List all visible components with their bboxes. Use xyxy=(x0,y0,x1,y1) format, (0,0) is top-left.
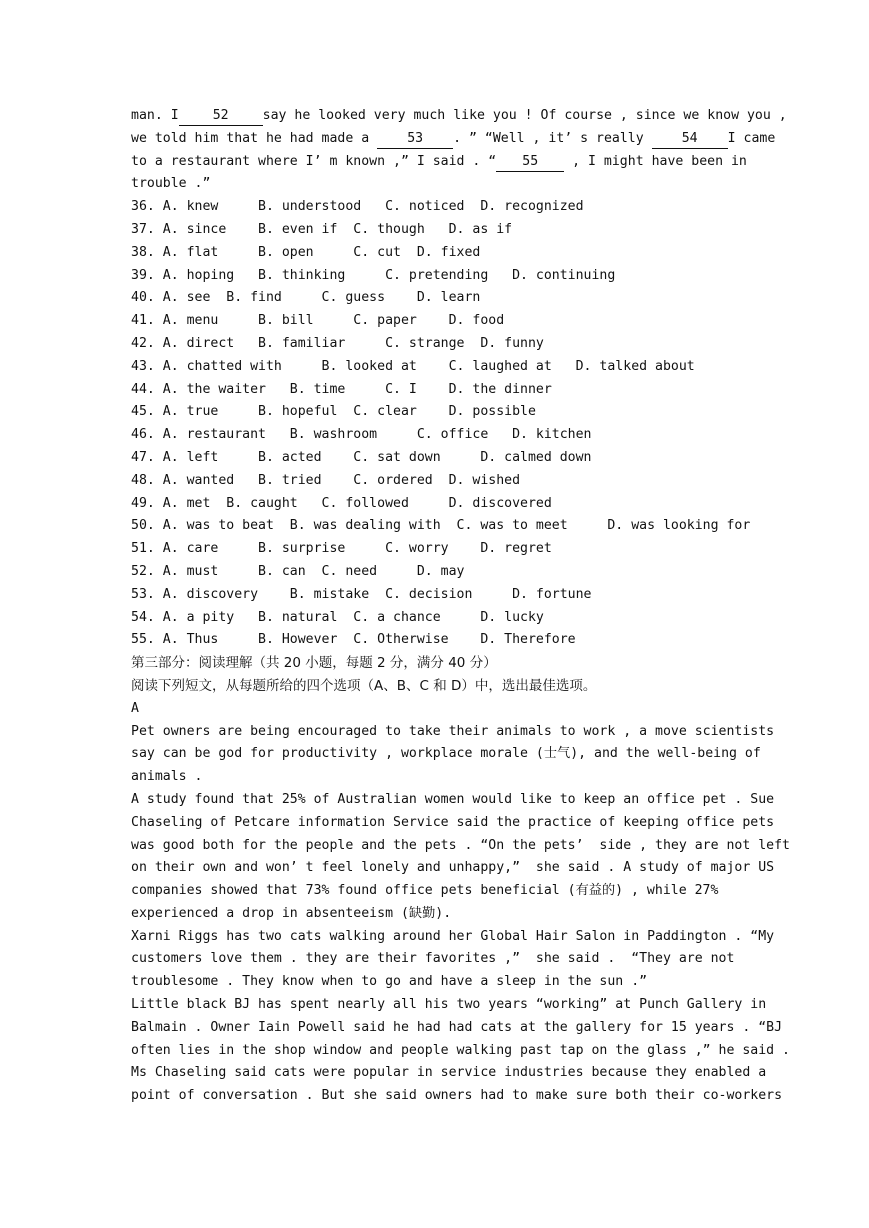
passage-line-4: trouble .” xyxy=(131,176,211,192)
option-row-51: 51. A. care B. surprise C. worry D. regret xyxy=(131,541,552,557)
option-row-38: 38. A. flat B. open C. cut D. fixed xyxy=(131,244,481,260)
option-row-52: 52. A. must B. can C. need D. may xyxy=(131,563,465,579)
article-line: Balmain . Owner Iain Powell said he had had cats at the gallery for 15 years . “BJ xyxy=(131,1019,783,1035)
option-row-47: 47. A. left B. acted C. sat down D. calmed down xyxy=(131,449,592,465)
document-page xyxy=(131,105,790,1108)
article-line: Pet owners are being encouraged to take their animals to work , a move scientists xyxy=(131,723,775,739)
article-line: say can be god for productivity , workplace morale (士气), and the well-being of xyxy=(131,746,761,762)
option-row-40: 40. A. see B. find C. guess D. learn xyxy=(131,290,481,306)
article-line: Ms Chaseling said cats were popular in service industries because they enabled a xyxy=(131,1065,767,1081)
option-row-44: 44. A. the waiter B. time C. I D. the dinner xyxy=(131,381,552,397)
option-row-53: 53. A. discovery B. mistake C. decision D. fortune xyxy=(131,586,592,602)
option-row-43: 43. A. chatted with B. looked at C. laughed at D. talked about xyxy=(131,358,695,374)
blank-53: 53 xyxy=(377,130,453,149)
option-row-36: 36. A. knew B. understood C. noticed D. recognized xyxy=(131,199,584,215)
section-instruction: 阅读下列短文，从每题所给的四个选项（A、B、C 和 D）中，选出最佳选项。 xyxy=(131,677,597,694)
article-line: on their own and won’ t feel lonely and unhappy,” she said . A study of major US xyxy=(131,860,775,876)
blank-52: 52 xyxy=(179,107,263,126)
article-line: animals . xyxy=(131,769,203,785)
article-line: point of conversation . But she said owners had to make sure both their co-workers xyxy=(131,1088,783,1104)
option-row-45: 45. A. true B. hopeful C. clear D. possible xyxy=(131,404,536,420)
article-line: experienced a drop in absenteeism (缺勤). xyxy=(131,905,452,921)
option-row-42: 42. A. direct B. familiar C. strange D. funny xyxy=(131,335,544,351)
article-paragraph-4 xyxy=(131,994,790,1108)
article-line: Little black BJ has spent nearly all his two years “working” at Punch Gallery in xyxy=(131,997,767,1013)
section-heading: 第三部分：阅读理解（共 20 小题，每题 2 分，满分 40 分） xyxy=(131,655,497,672)
article-line: customers love them . they are their favorites ,” she said . “They are not xyxy=(131,951,735,967)
blank-55: 55 xyxy=(496,153,564,172)
option-row-50: 50. A. was to beat B. was dealing with C. was to meet D. was looking for xyxy=(131,518,751,534)
article-line: companies showed that 73% found office pets beneficial (有益的) , while 27% xyxy=(131,883,719,899)
passage-line-1: man. I 52 say he looked very much like you ! Of course , since we know you , xyxy=(131,105,741,128)
article-line: Chaseling of Petcare information Service said the practice of keeping office pets xyxy=(131,814,775,830)
cloze-passage-ending xyxy=(131,105,787,196)
answer-options-list xyxy=(131,196,751,652)
option-row-54: 54. A. a pity B. natural C. a chance D. lucky xyxy=(131,609,544,625)
article-line: A study found that 25% of Australian women would like to keep an office pet . Sue xyxy=(131,791,775,807)
passage-label: A xyxy=(131,700,139,716)
option-row-48: 48. A. wanted B. tried C. ordered D. wished xyxy=(131,472,521,488)
article-line: Xarni Riggs has two cats walking around her Global Hair Salon in Paddington . “My xyxy=(131,928,775,944)
passage-line-3: to a restaurant where I’ m known ,” I said . “ 55 , I might have been in xyxy=(131,151,741,174)
blank-54: 54 xyxy=(652,130,728,149)
option-row-41: 41. A. menu B. bill C. paper D. food xyxy=(131,313,505,329)
option-row-39: 39. A. hoping B. thinking C. pretending D. continuing xyxy=(131,267,616,283)
article-paragraph-3 xyxy=(131,926,775,994)
article-line: often lies in the shop window and people walking past tap on the glass ,” he said . xyxy=(131,1042,790,1058)
option-row-46: 46. A. restaurant B. washroom C. office D. kitchen xyxy=(131,427,592,443)
option-row-49: 49. A. met B. caught C. followed D. discovered xyxy=(131,495,552,511)
reading-article xyxy=(131,721,790,1109)
article-line: troublesome . They know when to go and have a sleep in the sun .” xyxy=(131,974,648,990)
article-paragraph-1 xyxy=(131,721,775,789)
article-line: was good both for the people and the pets . “On the pets’ side , they are not left xyxy=(131,837,790,853)
article-paragraph-2 xyxy=(131,789,790,926)
passage-line-2: we told him that he had made a 53 . ” “Well , it’ s really 54 I came xyxy=(131,128,741,151)
option-row-55: 55. A. Thus B. However C. Otherwise D. Therefore xyxy=(131,632,576,648)
option-row-37: 37. A. since B. even if C. though D. as if xyxy=(131,221,513,237)
